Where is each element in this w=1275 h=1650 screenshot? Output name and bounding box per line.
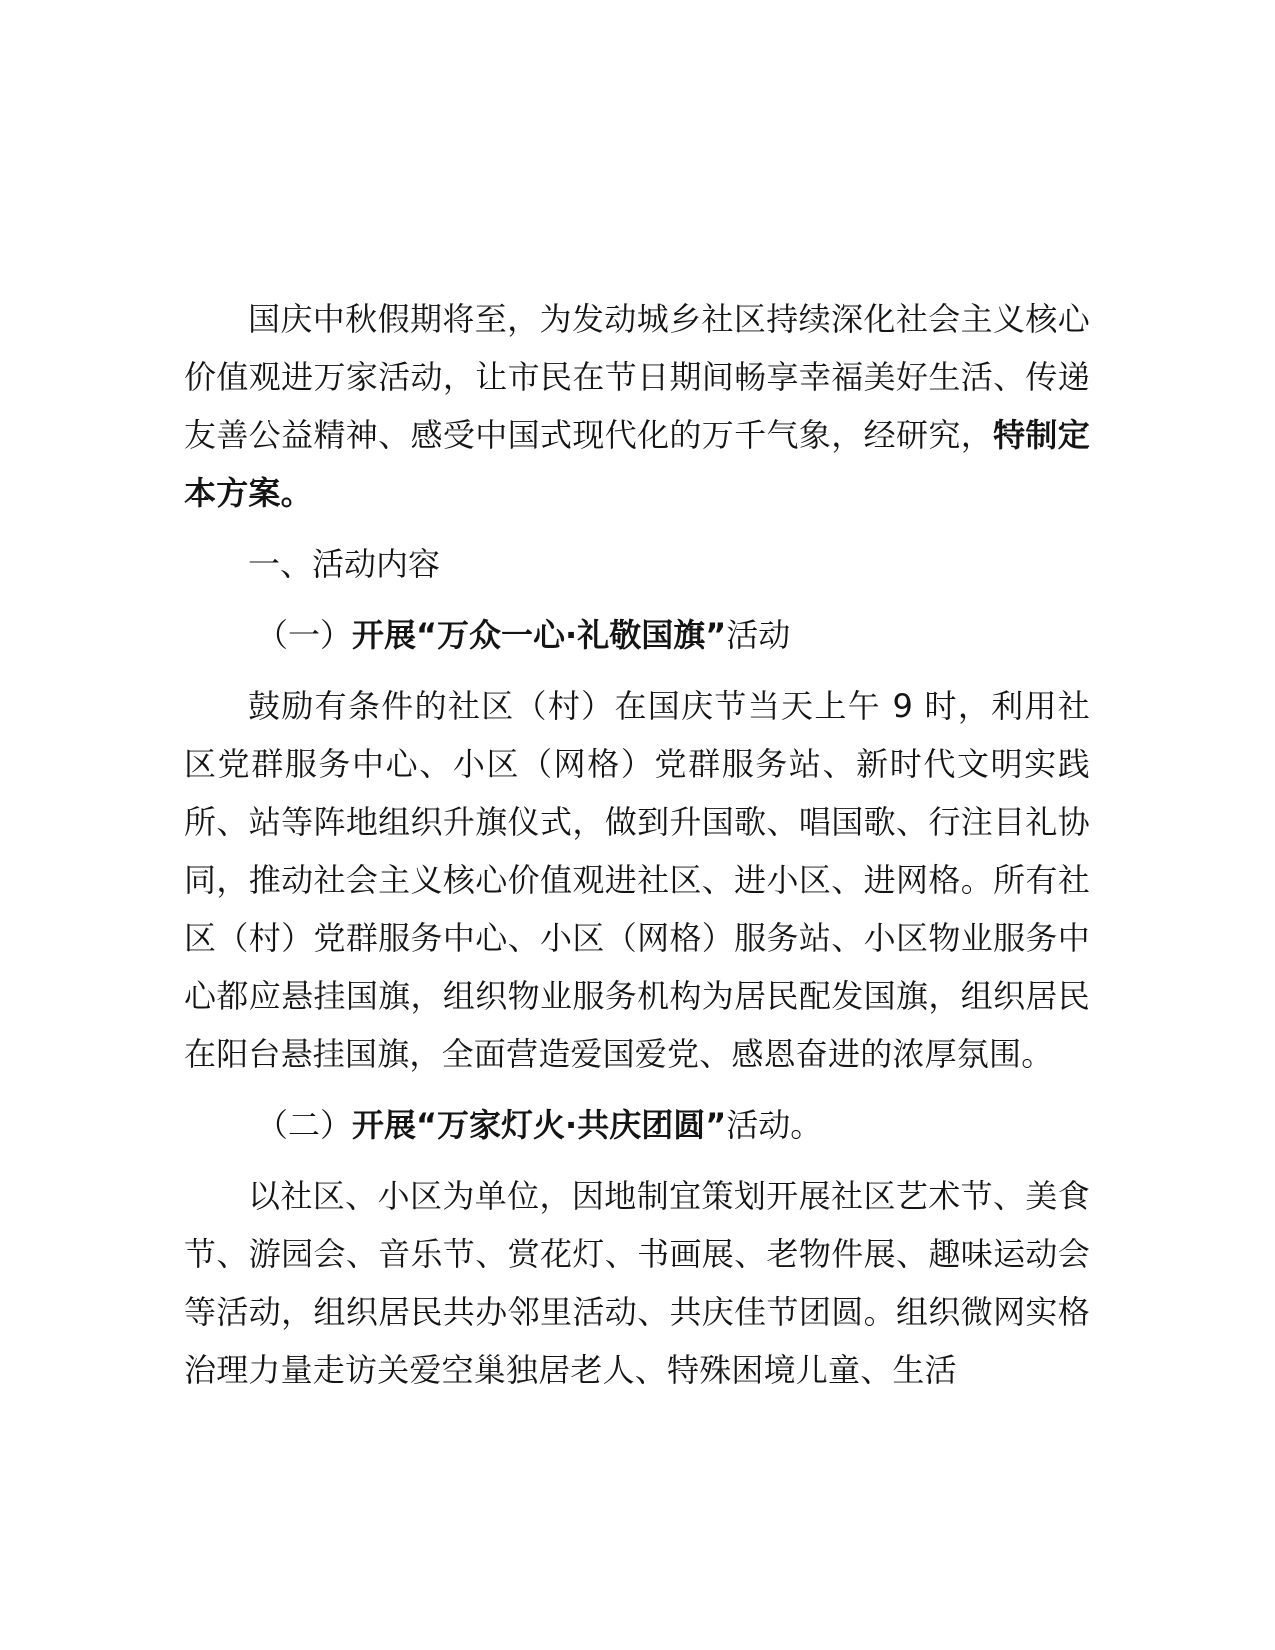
intro-text: 国庆中秋假期将至，为发动城乡社区持续深化社会主义核心价值观进万家活动，让市民在节日期间畅享幸福美好生活、传递友善公益精神、感受中国式现代化的万千气象，经研究， — [184, 300, 1090, 454]
item-1-suffix: 活动 — [726, 616, 791, 654]
item-2-body: 以社区、小区为单位，因地制宜策划开展社区艺术节、美食节、游园会、音乐节、赏花灯、书画展、老物件展、趣味运动会等活动，组织居民共办邻里活动、共庆佳节团圆。组织微网实格治理力量走访关爱空巢独居老人、特殊困境儿童、生活 — [184, 1177, 1090, 1389]
intro-paragraph — [184, 290, 1090, 522]
item-heading-2 — [184, 1096, 1090, 1154]
section-heading-activities: 一、活动内容 — [248, 545, 441, 583]
item-heading-1 — [184, 606, 1090, 664]
item-2-prefix: （二） — [256, 1106, 353, 1144]
item-1-body: 鼓励有条件的社区（村）在国庆节当天上午 9 时，利用社区党群服务中心、小区（网格）党群服务站、新时代文明实践所、站等阵地组织升旗仪式，做到升国歌、唱国歌、行注目礼协同，推动社会主义核心价值观进社区、进小区、进网格。所有社区（村）党群服务中心、小区（网格）服务站、小区物业服务中心都应悬挂国旗，组织物业服务机构为居民配发国旗，组织居民在阳台悬挂国旗，全面营造爱国爱党、感恩奋进的浓厚氛围。 — [184, 687, 1090, 1073]
item-1-prefix: （一） — [256, 616, 353, 654]
item-2-suffix: 活动。 — [726, 1106, 823, 1144]
item-1-title: 开展“万众一心·礼敬国旗” — [352, 616, 727, 654]
intro-bold-text: 特制定本方案。 — [184, 416, 1090, 512]
item-2-title: 开展“万家灯火·共庆团圆” — [352, 1106, 727, 1144]
document-body — [184, 290, 1090, 1412]
